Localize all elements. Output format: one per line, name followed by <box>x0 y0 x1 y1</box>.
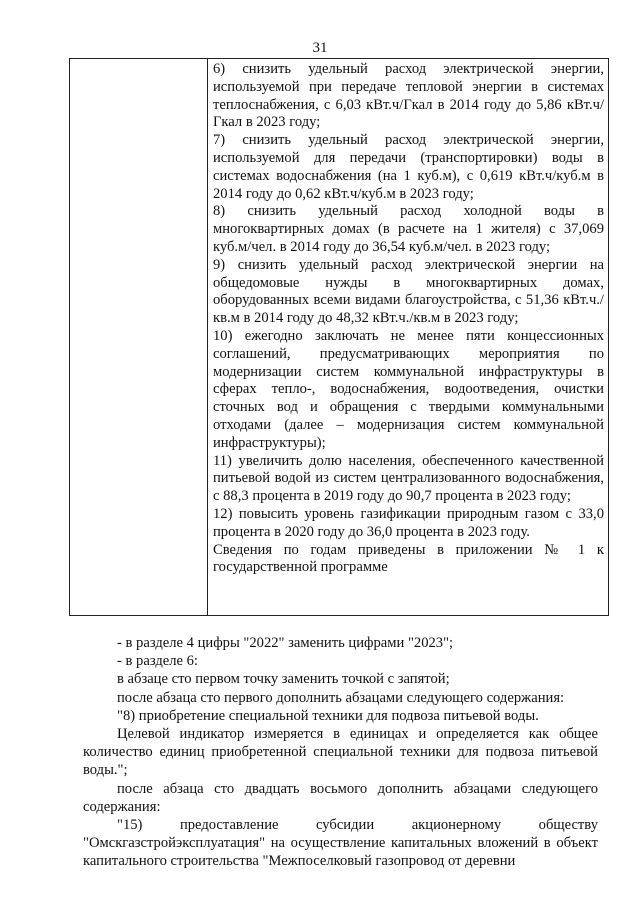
body-paragraph: Целевой индикатор измеряется в единицах и определяется как общее количество единиц приобретенной специальной техники для подвоза питьевой воды."; <box>83 726 598 779</box>
body-paragraph: в абзаце сто первом точку заменить точкой с запятой; <box>117 671 450 688</box>
document-body <box>83 634 598 871</box>
table-item: 9) снизить удельный расход электрической энергии на общедомовые нужды в многоквартирных домах, оборудованных всеми видами благоустройства, с 51,36 кВт.ч./кв.м в 2014 году до 48,32 кВт.ч./кв.м в 2023 году; <box>213 256 604 327</box>
body-paragraph: "15) предоставление субсидии акционерному обществу "Омскгазстройэксплуатация" на осуществление капитальных вложений в объект капитального строительства "Межпоселковый газопровод от деревни <box>83 817 598 870</box>
table-item: 8) снизить удельный расход холодной воды в многоквартирных домах (в расчете на 1 жителя) с 37,069 куб.м/чел. в 2014 году до 36,54 куб.м/чел. в 2023 году; <box>213 203 604 255</box>
body-paragraph: - в разделе 4 цифры "2022" заменить цифрами "2023"; <box>117 635 454 651</box>
body-paragraph: после абзаца сто двадцать восьмого дополнить абзацами следующего содержания: <box>83 780 598 815</box>
table-item: 7) снизить удельный расход электрической энергии, используемой для передачи (транспортировки) воды в системах водоснабжения (на 1 куб.м), с 0,619 кВт.ч/куб.м в 2014 году до 0,62 кВт.ч/куб.м в 2023 году; <box>213 132 604 202</box>
table-cell-indicators <box>213 61 604 577</box>
table-item: 11) увеличить долю населения, обеспеченного качественной питьевой водой из систем централизованного водоснабжения, с 88,3 процента в 2019 году до 90,7 процента в 2023 году; <box>213 452 604 505</box>
table-item: Сведения по годам приведены в приложении № 1 к государственной программе <box>213 541 604 576</box>
table-item: 6) снизить удельный расход электрической энергии, используемой при передаче тепловой энергии в системах теплоснабжения, с 6,03 кВт.ч/Гкал в 2014 году до 5,86 кВт.ч/Гкал в 2023 году; <box>213 61 604 131</box>
page-number: 31 <box>312 40 328 56</box>
body-paragraph: после абзаца сто первого дополнить абзацами следующего содержания: <box>117 689 565 706</box>
table-column-divider <box>207 59 208 615</box>
table-item: 10) ежегодно заключать не менее пяти концессионных соглашений, предусматривающих мероприятия по модернизации систем коммунальной инфраструктуры в сферах тепло-, водоснабжения, водоотведения, очистки сточных вод и обращения с твердыми коммунальными отходами (далее – модернизация систем коммунальной инфраструктуры); <box>213 327 604 451</box>
table-item: 12) повысить уровень газификации природным газом с 33,0 процента в 2020 году до 36,0 процента в 2023 году. <box>213 505 604 540</box>
indicators-table <box>69 58 609 616</box>
body-paragraph: - в разделе 6: <box>117 653 198 670</box>
body-paragraph: "8) приобретение специальной техники для подвоза питьевой воды. <box>117 707 539 724</box>
